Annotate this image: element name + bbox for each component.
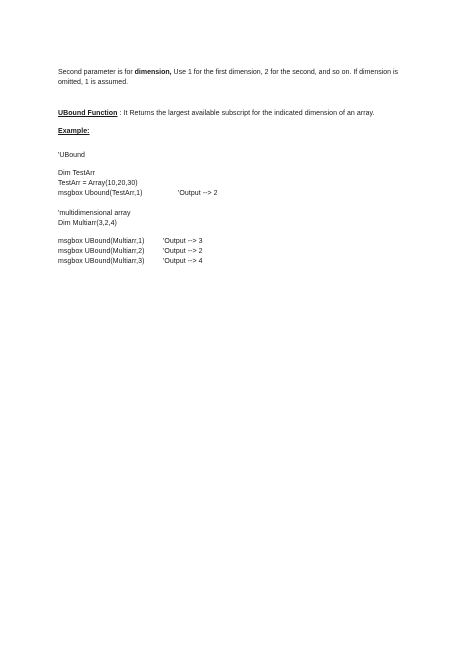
code-msgbox-testarr-output: 'Output --> 2 [178,190,218,197]
code-msgbox-multiarr-3-output: 'Output --> 4 [163,258,203,265]
code-msgbox-testarr-call: msgbox Ubound(TestArr,1) [58,190,143,197]
dimension-paragraph [58,68,414,88]
paragraph-text-before: Second parameter is for [58,69,135,76]
code-assign-testarr: TestArr = Array(10,20,30) [58,180,138,187]
code-msgbox-testarr [58,190,218,198]
code-comment-ubound: 'UBound [58,152,85,159]
ubound-description: : It Returns the largest available subscript for the indicated dimension of an array. [117,110,375,117]
code-msgbox-multiarr-1-call: msgbox UBound(Multiarr,1) [58,238,145,245]
dimension-keyword: dimension, [134,69,172,76]
example-label: Example: [58,128,90,135]
code-msgbox-multiarr-1-output: 'Output --> 3 [163,238,203,245]
code-msgbox-multiarr-2-call: msgbox UBound(Multiarr,2) [58,248,145,255]
code-msgbox-multiarr-2-output: 'Output --> 2 [163,248,203,255]
code-msgbox-multiarr-1 [58,238,203,246]
paragraph-text-after: Use 1 for the first dimension, 2 for the second, and so on. If dimension is omitted, 1 is assumed. [58,69,399,86]
ubound-heading: UBound Function [58,110,118,117]
code-comment-multidimensional: 'multidimensional array [58,210,131,217]
code-msgbox-multiarr-3-call: msgbox UBound(Multiarr,3) [58,258,145,265]
code-msgbox-multiarr-2 [58,248,203,256]
ubound-definition [58,110,375,118]
code-msgbox-multiarr-3 [58,258,203,266]
code-dim-multiarr: Dim Multiarr(3,2,4) [58,220,117,227]
code-dim-testarr: Dim TestArr [58,170,95,177]
